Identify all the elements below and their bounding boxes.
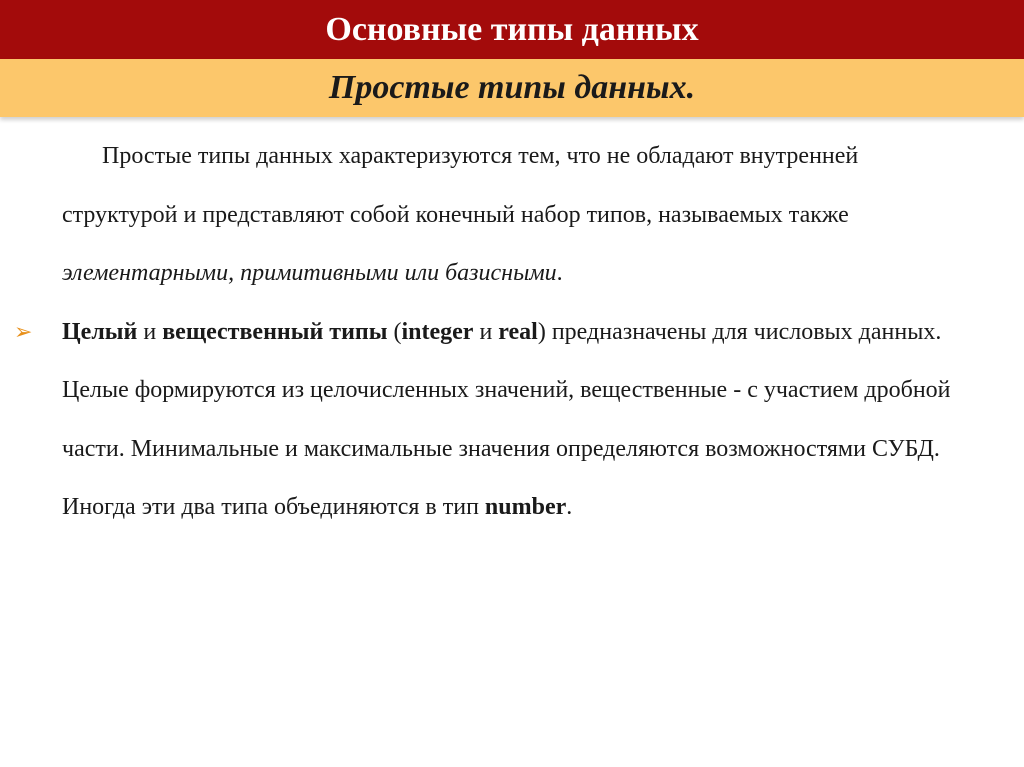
bold-term-integer: integer [401,318,474,345]
paragraph-end: . [566,494,573,520]
text-fragment: ) предназначены для числовых данных. Целые формируются из целочисленных значений, вещественные - с участием дробной части. Минимальные и максимальные значения определяются возможностями СУБД. Иногда эти два типа объединяются в тип [62,318,951,520]
paragraph-text: Простые типы данных характеризуются тем, что не обладают внутренней структурой и представляют собой конечный набор типов, называемых также [62,143,859,228]
slide-subtitle: Простые типы данных. [0,59,1024,117]
paragraph-end: . [556,260,563,286]
paragraph-numeric-types [14,303,962,537]
bold-term-number: number [484,494,567,520]
bold-term-integer-ru: Целый [62,318,138,345]
italic-terms: элементарными, примитивными или базисными [62,260,557,286]
bold-term-real: real [498,318,538,345]
slide-body [14,127,962,537]
bold-term-real-ru: вещественный типы [162,318,388,345]
text-fragment: и [473,318,499,345]
slide-title: Основные типы данных [0,0,1024,59]
arrow-bullet-icon: ➢ [14,318,33,344]
text-fragment: ( [387,318,402,345]
paragraph-simple-types [62,127,962,303]
text-fragment: и [137,318,163,345]
